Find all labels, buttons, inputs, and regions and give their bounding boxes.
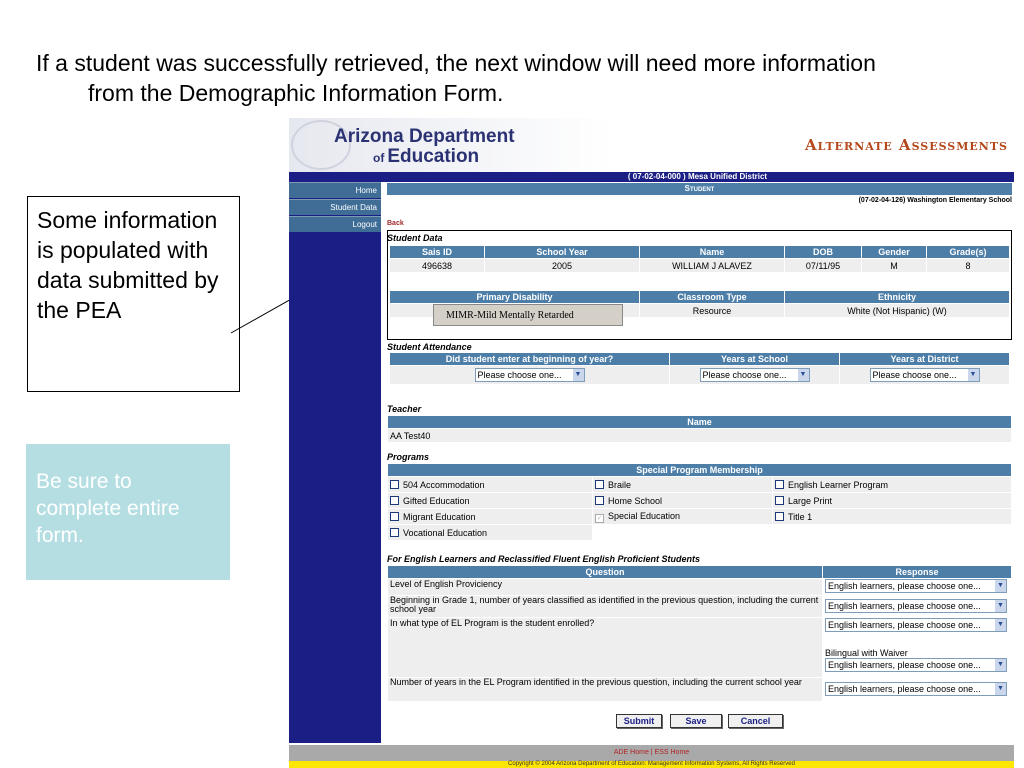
col-special-program: Special Program Membership	[388, 464, 1012, 477]
brand-subtitle	[373, 146, 479, 168]
ethnicity-value: White (Not Hispanic) (W)	[785, 304, 1010, 318]
callout-box: Some information is populated with data submitted by the PEA	[27, 196, 240, 392]
student-data-heading: Student Data	[387, 233, 443, 243]
brand-title: Arizona Department	[334, 126, 515, 147]
teacher-value: AA Test40	[388, 429, 1012, 443]
footer-links[interactable]: ADE Home | ESS Home	[289, 745, 1014, 761]
intro-line-1: If a student was successfully retrieved, the next window will need more information	[36, 50, 876, 76]
el-table	[387, 565, 1012, 702]
submit-button[interactable]: Submit	[616, 714, 662, 728]
el-question-4: Number of years in the EL Program identified in the previous question, including the current school year	[388, 678, 823, 702]
nav-student-data[interactable]: Student Data	[289, 199, 381, 215]
slide-intro	[36, 48, 996, 108]
entered-beginning-select[interactable]: Please choose one... ▼	[475, 368, 585, 382]
chevron-down-icon: ▼	[995, 619, 1006, 631]
chevron-down-icon: ▼	[968, 369, 979, 381]
chevron-down-icon: ▼	[995, 659, 1006, 671]
col-grades: Grade(s)	[927, 246, 1010, 259]
el-response-4-select[interactable]: English learners, please choose one... ▼	[825, 682, 1007, 696]
save-button[interactable]: Save	[670, 714, 722, 728]
waiver-label: Bilingual with Waiver	[825, 648, 908, 658]
table-row	[388, 596, 1012, 618]
attendance-table	[389, 352, 1010, 385]
col-sais-id: Sais ID	[390, 246, 485, 259]
nav-logout[interactable]: Logout	[289, 216, 381, 232]
table-row	[390, 366, 1010, 385]
table-row: Migrant Education ✓ Special Education Title 1	[388, 509, 1012, 525]
chevron-down-icon: ▼	[995, 580, 1006, 592]
table-row	[388, 678, 1012, 702]
app-banner	[289, 118, 1014, 172]
el-question-1: Level of English Proviciency	[388, 579, 823, 596]
teacher-table	[387, 415, 1012, 443]
attendance-heading: Student Attendance	[387, 342, 472, 352]
col-teacher-name: Name	[388, 416, 1012, 429]
col-question: Question	[388, 566, 823, 579]
grades-value: 8	[927, 259, 1010, 273]
checkbox-title-1[interactable]	[775, 512, 784, 521]
sais-id-value: 496638	[390, 259, 485, 273]
brand-of: of	[373, 151, 385, 165]
dob-value: 07/11/95	[785, 259, 862, 273]
classroom-type-value: Resource	[640, 304, 785, 318]
table-row: 504 Accommodation Braile English Learner Program	[388, 477, 1012, 493]
el-heading: For English Learners and Reclassified Fluent English Proficient Students	[387, 554, 701, 564]
checkbox-english-learner[interactable]	[775, 480, 784, 489]
intro-line-2: from the Demographic Information Form.	[88, 80, 504, 106]
col-response: Response	[823, 566, 1012, 579]
disability-tooltip: MIMR-Mild Mentally Retarded	[433, 304, 623, 326]
col-dob: DOB	[785, 246, 862, 259]
table-row	[388, 579, 1012, 596]
school-label: (07-02-04-126) Washington Elementary School	[858, 197, 1012, 204]
table-row: Vocational Education	[388, 525, 1012, 541]
checkbox-migrant[interactable]	[390, 512, 399, 521]
nav-home[interactable]: Home	[289, 182, 381, 198]
years-school-select[interactable]: Please choose one... ▼	[700, 368, 810, 382]
table-row: Gifted Education Home School Large Print	[388, 493, 1012, 509]
chevron-down-icon: ▼	[798, 369, 809, 381]
checkbox-special-education[interactable]: ✓	[596, 514, 603, 522]
teacher-heading: Teacher	[387, 404, 422, 414]
el-waiver-select[interactable]: English learners, please choose one... ▼	[825, 658, 1007, 672]
col-name: Name	[640, 246, 785, 259]
section-title: Student	[387, 183, 1012, 195]
col-primary-disability: Primary Disability	[390, 291, 640, 304]
app-screenshot	[289, 118, 1014, 768]
el-response-1-select[interactable]: English learners, please choose one... ▼	[825, 579, 1007, 593]
cancel-button[interactable]: Cancel	[728, 714, 783, 728]
el-response-2-select[interactable]: English learners, please choose one... ▼	[825, 599, 1007, 613]
checkbox-vocational[interactable]	[390, 528, 399, 537]
years-district-select[interactable]: Please choose one... ▼	[870, 368, 980, 382]
alternate-assessments-title: Alternate Assessments	[804, 136, 1008, 154]
col-ethnicity: Ethnicity	[785, 291, 1010, 304]
chevron-down-icon: ▼	[995, 683, 1006, 695]
checkbox-gifted[interactable]	[390, 496, 399, 505]
name-value: WILLIAM J ALAVEZ	[640, 259, 785, 273]
checkbox-braile[interactable]	[595, 480, 604, 489]
checkbox-home-school[interactable]	[595, 496, 604, 505]
school-year-value: 2005	[485, 259, 640, 273]
district-bar: ( 07-02-04-000 ) Mesa Unified District	[381, 172, 1014, 182]
programs-heading: Programs	[387, 452, 430, 462]
brand-education: Education	[387, 146, 480, 167]
checkbox-large-print[interactable]	[775, 496, 784, 505]
table-row	[388, 429, 1012, 443]
el-response-3-select[interactable]: English learners, please choose one... ▼	[825, 618, 1007, 632]
checkbox-504[interactable]	[390, 480, 399, 489]
col-years-district: Years at District	[840, 353, 1010, 366]
back-link[interactable]: Back	[387, 220, 404, 227]
hint-box: Be sure to complete entire form.	[26, 444, 230, 580]
gender-value: M	[862, 259, 927, 273]
programs-table	[387, 463, 1012, 541]
table-row	[388, 618, 1012, 678]
el-question-2: Beginning in Grade 1, number of years classified as identified in the previous question, including the current school year	[388, 596, 823, 618]
col-gender: Gender	[862, 246, 927, 259]
chevron-down-icon: ▼	[995, 600, 1006, 612]
col-entered-beginning: Did student enter at beginning of year?	[390, 353, 670, 366]
col-school-year: School Year	[485, 246, 640, 259]
left-nav	[289, 172, 381, 743]
copyright: Copyright © 2004 Arizona Department of Education: Management Information Systems, All Rights Reserved	[289, 761, 1014, 768]
el-question-3: In what type of EL Program is the student enrolled?	[388, 618, 823, 678]
col-years-school: Years at School	[670, 353, 840, 366]
table-row	[390, 259, 1010, 273]
chevron-down-icon: ▼	[573, 369, 584, 381]
col-classroom-type: Classroom Type	[640, 291, 785, 304]
student-data-table	[389, 245, 1010, 273]
